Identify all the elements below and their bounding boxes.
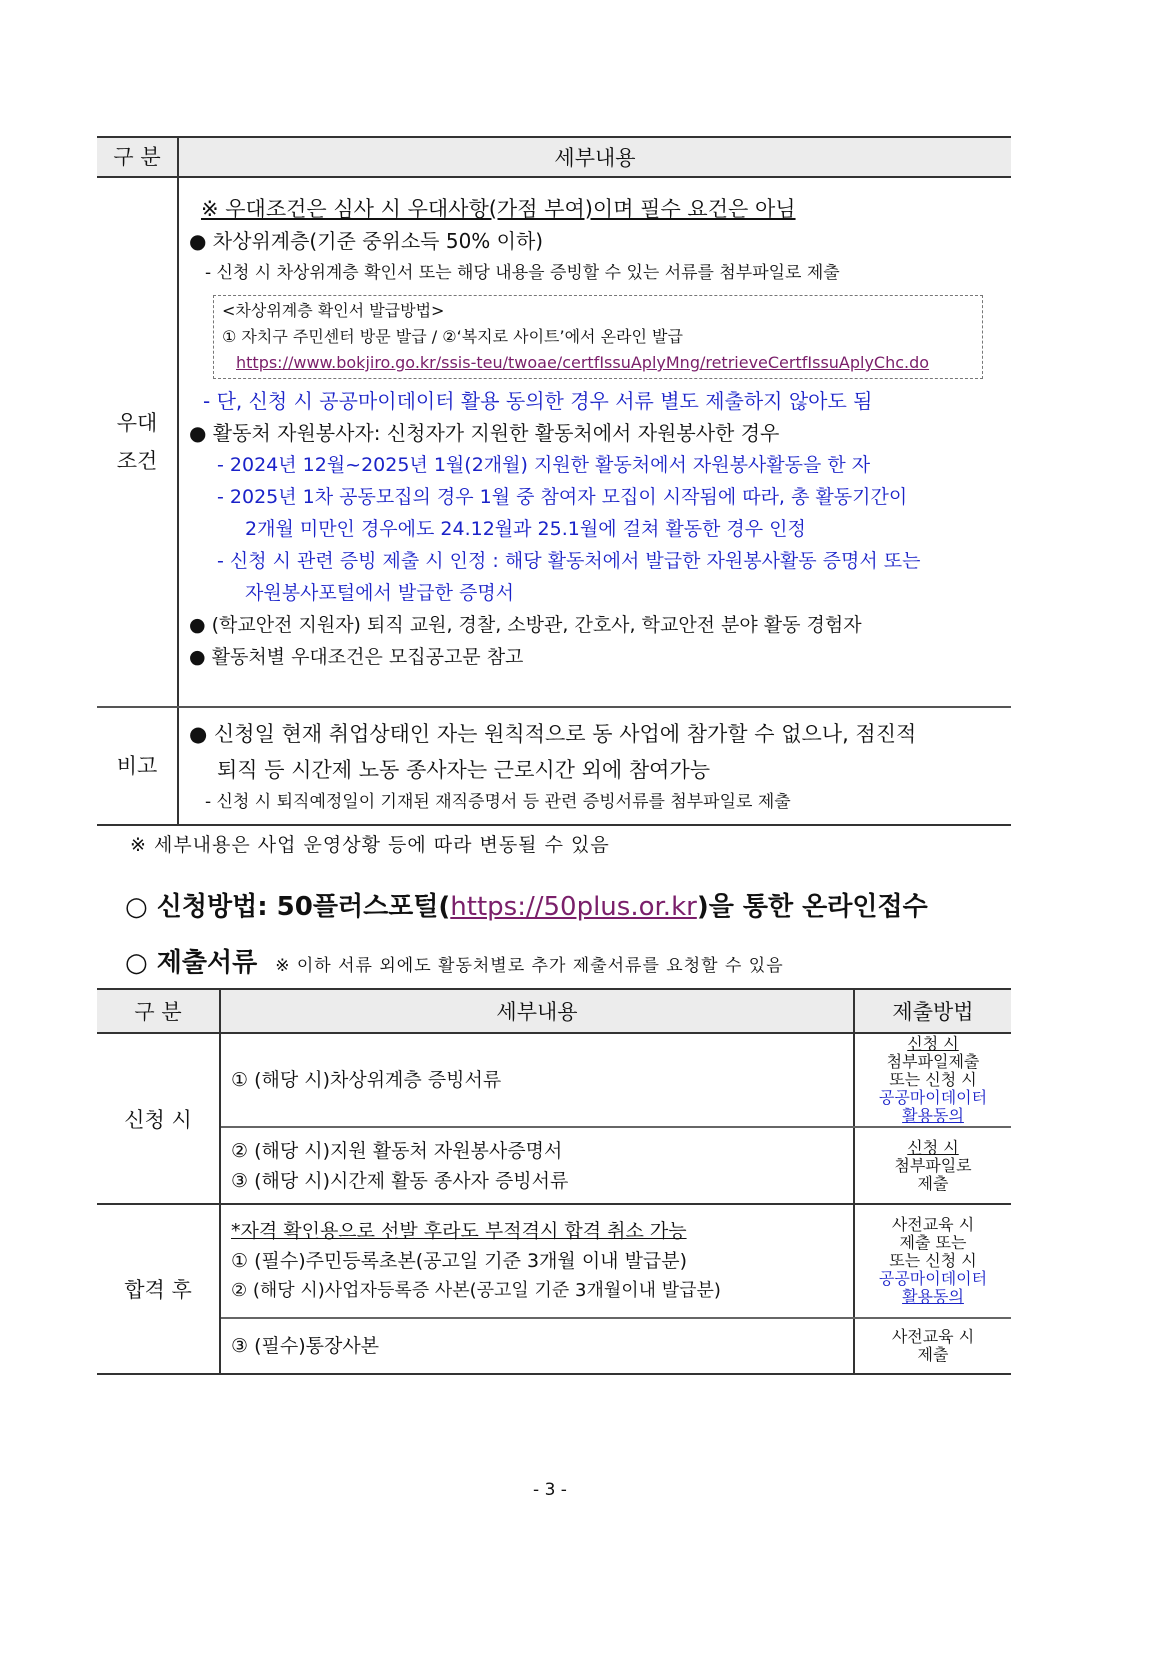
doc-item: ② (해당 시)사업자등록증 사본(공고일 기준 3개월이내 발급분) xyxy=(231,1280,721,1301)
sub-item: - 단, 신청 시 공공마이데이터 활용 동의한 경우 서류 별도 제출하지 않아도 됨 xyxy=(203,389,873,413)
table-row xyxy=(97,1033,1011,1127)
bullet: ● 차상위계층(기준 중위소득 50% 이하) xyxy=(189,229,544,253)
method-suffix: )을 통한 온라인접수 xyxy=(696,892,928,922)
method-line: 공공마이데이터 xyxy=(878,1088,988,1107)
doc-item: ② (해당 시)지원 활동처 자원봉사증명서 xyxy=(231,1139,563,1162)
box-title: <차상위계층 확인서 발급방법> xyxy=(222,301,445,320)
bullet: ● (학교안전 지원자) 퇴직 교원, 경찰, 소방관, 간호사, 학교안전 분야 활동 경험자 xyxy=(189,614,862,636)
issuance-method-box xyxy=(213,295,983,379)
group-after-pass: 합격 후 xyxy=(97,1204,220,1374)
sub-item: - 2024년 12월~2025년 1월(2개월) 지원한 활동처에서 자원봉사활동을 한 자 xyxy=(217,454,871,476)
documents-heading xyxy=(125,942,784,979)
row-label-remarks: 비고 xyxy=(97,707,178,825)
header-category: 구 분 xyxy=(97,137,178,177)
header-category: 구 분 xyxy=(97,989,220,1033)
doc-note: *자격 확인용으로 선발 후라도 부적격시 합격 취소 가능 xyxy=(231,1220,687,1242)
preference-note: ※ 우대조건은 심사 시 우대사항(가점 부여)이며 필수 요건은 아님 xyxy=(201,197,796,221)
submission-method xyxy=(854,1127,1011,1204)
sub-item: - 신청 시 차상위계층 확인서 또는 해당 내용을 증빙할 수 있는 서류를 첨부파일로 제출 xyxy=(205,263,840,283)
documents-table xyxy=(97,988,1011,1375)
method-line: 첨부파일로 xyxy=(894,1155,972,1175)
method-prefix: ○ 신청방법: 50플러스포털( xyxy=(125,892,451,922)
submission-method xyxy=(854,1204,1011,1318)
bullet-cont: 퇴직 등 시간제 노동 종사자는 근로시간 외에 참여가능 xyxy=(217,758,711,782)
sub-item: 자원봉사포털에서 발급한 증명서 xyxy=(245,582,515,604)
sub-item: - 신청 시 퇴직예정일이 기재된 재직증명서 등 관련 증빙서류를 첨부파일로 제출 xyxy=(205,792,791,812)
application-method xyxy=(125,886,928,923)
50plus-link[interactable]: https://50plus.or.kr xyxy=(450,892,697,922)
bokjiro-link[interactable]: https://www.bokjiro.go.kr/ssis-teu/twoae/certfIssuAplyMng/retrieveCertfIssuAplyChc.do xyxy=(236,353,930,372)
table-row xyxy=(97,1318,1011,1374)
page-number: - 3 - xyxy=(533,1480,567,1500)
submission-method xyxy=(854,1318,1011,1374)
box-line: ① 자치구 주민센터 방문 발급 / ②‘복지로 사이트’에서 온라인 발급 xyxy=(222,327,683,346)
table-row xyxy=(97,1204,1011,1318)
preference-table xyxy=(97,136,1011,826)
method-line: 신청 시 xyxy=(907,1137,959,1157)
method-line: 사전교육 시 xyxy=(891,1215,975,1234)
header-details: 세부내용 xyxy=(220,989,854,1033)
doc-item: ③ (필수)통장사본 xyxy=(220,1318,854,1374)
row-label-preference: 우대 조건 xyxy=(97,177,178,707)
method-line: 사전교육 시 xyxy=(891,1327,975,1346)
table-row xyxy=(97,177,1011,707)
sub-item: 2개월 미만인 경우에도 24.12월과 25.1월에 걸쳐 활동한 경우 인정 xyxy=(245,518,806,540)
method-line: 또는 신청 시 xyxy=(889,1070,977,1089)
method-line: 첨부파일제출 xyxy=(886,1052,980,1071)
bullet: ● 활동처별 우대조건은 모집공고문 참고 xyxy=(189,646,524,668)
bullet: ● 신청일 현재 취업상태인 자는 원칙적으로 동 사업에 참가할 수 없으나, 점진적 xyxy=(189,722,917,746)
doc-item: ③ (해당 시)시간제 활동 종사자 증빙서류 xyxy=(231,1169,569,1192)
method-line: 제출 또는 xyxy=(899,1233,967,1252)
header-details: 세부내용 xyxy=(178,137,1011,177)
submission-method xyxy=(854,1033,1011,1127)
sub-item: - 2025년 1차 공동모집의 경우 1월 중 참여자 모집이 시작됨에 따라, 총 활동기간이 xyxy=(217,486,908,508)
table-row xyxy=(97,707,1011,825)
bullet: ● 활동처 자원봉사자: 신청자가 지원한 활동처에서 자원봉사한 경우 xyxy=(189,421,780,445)
docs-title: ○ 제출서류 xyxy=(125,948,258,978)
method-line: 제출 xyxy=(917,1345,949,1364)
group-apply: 신청 시 xyxy=(97,1033,220,1204)
table-row xyxy=(97,1127,1011,1204)
doc-item: ① (필수)주민등록초본(공고일 기준 3개월 이내 발급분) xyxy=(231,1250,688,1272)
change-notice: ※ 세부내용은 사업 운영상황 등에 따라 변동될 수 있음 xyxy=(130,834,610,856)
method-line: 활용동의 xyxy=(902,1287,964,1306)
docs-note: ※ 이하 서류 외에도 활동처별로 추가 제출서류를 요청할 수 있음 xyxy=(275,956,784,976)
method-line: 활용동의 xyxy=(902,1106,964,1125)
method-line: 신청 시 xyxy=(907,1034,959,1053)
header-method: 제출방법 xyxy=(854,989,1011,1033)
method-line: 또는 신청 시 xyxy=(889,1251,977,1270)
sub-item: - 신청 시 관련 증빙 제출 시 인정 : 해당 활동처에서 발급한 자원봉사활동 증명서 또는 xyxy=(217,550,921,572)
doc-item: ① (해당 시)차상위계층 증빙서류 xyxy=(220,1033,854,1127)
method-line: 제출 xyxy=(917,1173,949,1193)
method-line: 공공마이데이터 xyxy=(878,1269,988,1288)
